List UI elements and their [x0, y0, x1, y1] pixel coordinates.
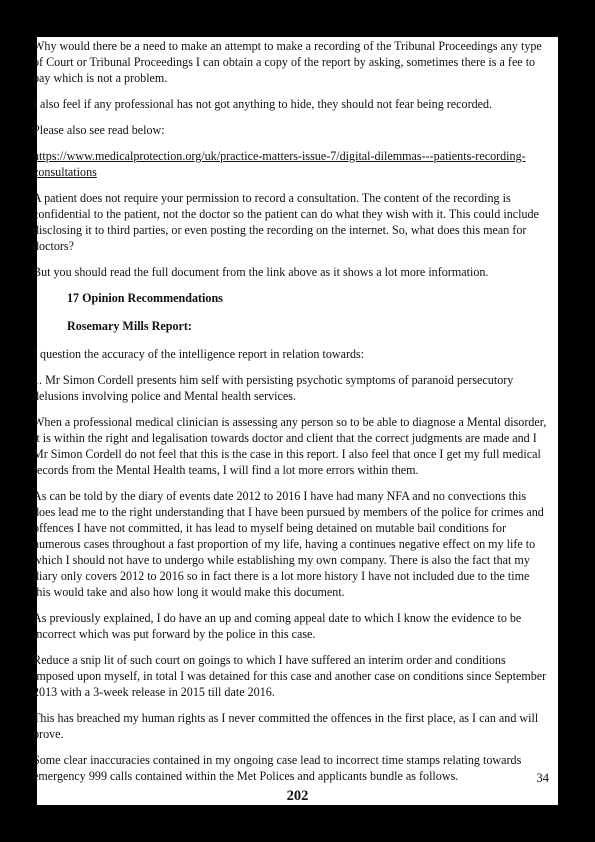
- page-number: 34: [536, 771, 549, 785]
- paragraph-read-full-document: But you should read the full document from the link above as it shows a lot more information.: [33, 265, 489, 279]
- document-page: [33, 37, 558, 805]
- paragraph-recording-question: Why would there be a need to make an attempt to make a recording of the Tribunal Proceedings any type of Court or Tribunal Proceedings I can obtain a copy of the report by asking, sometimes there is a fee to pay which is not a problem.: [33, 39, 542, 85]
- document-body: [33, 38, 548, 794]
- paragraph-human-rights: This has breached my human rights as I never committed the offences in the first place, as I can and will prove.: [33, 711, 539, 741]
- paragraph-professional-assessment: When a professional medical clinician is assessing any person so to be able to diagnose a Mental disorder, it is within the right and legalisation towards doctor and client that the correct judgments are made and I Mr Simon Cordell do not feel that this is the case in this report. I also feel that once I get my full medical records from the Mental Health teams, I will find a lot more errors within them.: [33, 415, 547, 477]
- section-heading-rosemary-mills-report: Rosemary Mills Report:: [67, 319, 192, 333]
- paragraph-interim-order: Reduce a snip lit of such court on goings to which I have suffered an interim order and conditions imposed upon myself, in total I was detained for this case and another case on conditions since September 2013 with a 3-week release in 2015 till date 2016.: [33, 653, 547, 699]
- paragraph-nothing-to-hide: I also feel if any professional has not got anything to hide, they should not fear being recorded.: [33, 97, 493, 111]
- link-paragraph: [33, 148, 548, 180]
- paragraph-diary-of-events: As can be told by the diary of events date 2012 to 2016 I have had many NFA and no convections this does lead me to the right understanding that I have been pursued by members of the police for crimes and offences I have not committed, it has lead to myself being detained on mutable bail conditions for numerous cases throughout a fast proportion of my life, having a continues negative effect on my life to which I should not have to undergo while establishing my own company. There is also the fact that my diary only covers 2012 to 2016 so in fact there is a lot more history I have not included due to the time this would take and also how long it would make this document.: [33, 489, 544, 599]
- paragraph-inaccuracies: Some clear inaccuracies contained in my ongoing case lead to incorrect time stamps relating towards emergency 999 calls contained within the Met Polices and applicants bundle as follows.: [33, 753, 522, 783]
- paragraph-appeal-date: As previously explained, I do have an up and coming appeal date to which I know the evidence to be incorrect which was put forward by the police in this case.: [33, 611, 522, 641]
- paragraph-see-below: Please also see read below:: [33, 123, 165, 137]
- paragraph-patient-permission: A patient does not require your permission to record a consultation. The content of the recording is confidential to the patient, not the doctor so the patient can do what they wish with it. This could include disclosing it to third parties, or even posting the recording on the internet. So, what does this mean for doctors?: [33, 191, 539, 253]
- medical-protection-link[interactable]: https://www.medicalprotection.org/uk/practice-matters-issue-7/digital-dilemmas---patients-recording-consultations: [33, 149, 526, 179]
- bundle-page-number: 202: [286, 788, 309, 804]
- paragraph-question-accuracy: I question the accuracy of the intelligence report in relation towards:: [33, 347, 365, 361]
- paragraph-point-1: 1. Mr Simon Cordell presents him self with persisting psychotic symptoms of paranoid persecutory delusions involving police and Mental health services.: [33, 373, 514, 403]
- section-heading-opinion-recommendations: 17 Opinion Recommendations: [67, 291, 223, 305]
